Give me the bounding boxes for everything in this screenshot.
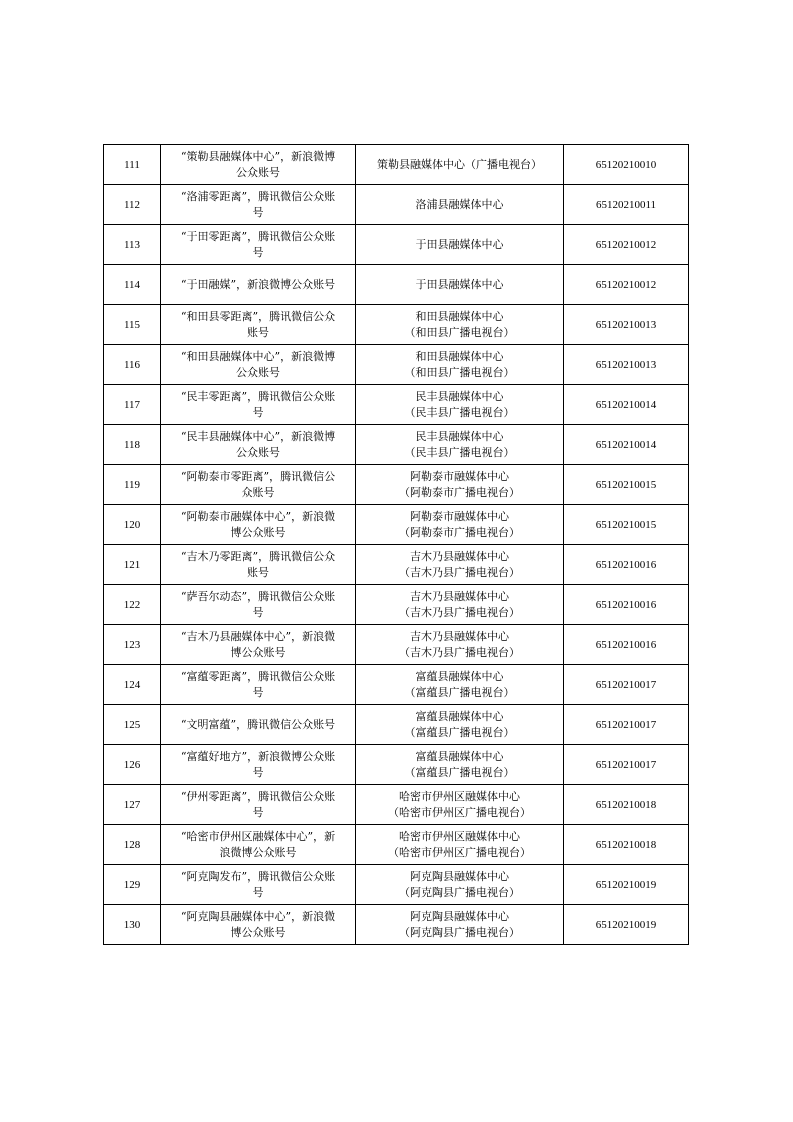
row-number: 122 (104, 585, 161, 625)
row-number: 127 (104, 785, 161, 825)
organization-line: 富蕴县融媒体中心 (415, 749, 504, 763)
organization (356, 305, 564, 345)
account-name-line: “富蕴好地方”，新浪微博公众账 (180, 749, 336, 763)
account-name-line: “阿勒泰市零距离”，腾讯微信公 (180, 469, 336, 483)
table-row (104, 745, 689, 785)
organization-line: 吉木乃县融媒体中心 (410, 589, 509, 603)
table-row (104, 785, 689, 825)
organization-line: 阿克陶县融媒体中心 (410, 909, 509, 923)
account-name-line: “富蕴零距离”，腾讯微信公众账 (180, 669, 336, 683)
organization (356, 145, 564, 185)
organization-line: 策勒县融媒体中心（广播电视台） (377, 157, 542, 171)
account-name (161, 505, 356, 545)
organization-line: 吉木乃县融媒体中心 (410, 549, 509, 563)
license-code: 65120210017 (564, 705, 689, 745)
account-name (161, 705, 356, 745)
account-name-line: “吉木乃零距离”，腾讯微信公众 (180, 549, 336, 563)
registry-table (103, 144, 689, 945)
organization-line: （阿克陶县广播电视台） (399, 925, 520, 939)
account-name (161, 265, 356, 305)
license-code: 65120210018 (564, 785, 689, 825)
license-code: 65120210018 (564, 825, 689, 865)
account-name-line: 账号 (247, 325, 269, 339)
organization-line: （民丰县广播电视台） (404, 445, 515, 459)
account-name-line: 号 (252, 685, 264, 699)
account-name (161, 225, 356, 265)
account-name (161, 625, 356, 665)
account-name-line: 账号 (247, 565, 269, 579)
account-name-line: 号 (252, 805, 264, 819)
organization (356, 465, 564, 505)
table-row (104, 225, 689, 265)
registry-table-body (104, 145, 689, 945)
account-name-line: 博公众账号 (230, 645, 286, 659)
row-number: 130 (104, 905, 161, 945)
organization-line: 吉木乃县融媒体中心 (410, 629, 509, 643)
account-name-line: “民丰县融媒体中心”，新浪微博 (180, 429, 336, 443)
account-name-line: 号 (252, 405, 264, 419)
row-number: 116 (104, 345, 161, 385)
account-name-line: 公众账号 (236, 365, 280, 379)
license-code: 65120210013 (564, 305, 689, 345)
table-row (104, 385, 689, 425)
account-name (161, 825, 356, 865)
row-number: 123 (104, 625, 161, 665)
organization (356, 545, 564, 585)
account-name (161, 345, 356, 385)
organization-line: （阿勒泰市广播电视台） (399, 485, 520, 499)
organization-line: 阿勒泰市融媒体中心 (410, 509, 509, 523)
organization-line: （富蕴县广播电视台） (404, 685, 515, 699)
organization-line: （富蕴县广播电视台） (404, 725, 515, 739)
account-name (161, 465, 356, 505)
account-name-line: “阿克陶发布”，腾讯微信公众账 (180, 869, 336, 883)
organization-line: 富蕴县融媒体中心 (415, 669, 504, 683)
account-name (161, 745, 356, 785)
account-name-line: 博公众账号 (230, 525, 286, 539)
organization-line: （民丰县广播电视台） (404, 405, 515, 419)
organization-line: 哈密市伊州区融媒体中心 (399, 829, 520, 843)
account-name (161, 425, 356, 465)
account-name-line: “和田县零距离”，腾讯微信公众 (180, 309, 336, 323)
account-name-line: “洛浦零距离”，腾讯微信公众账 (180, 189, 336, 203)
account-name-line: 众账号 (241, 485, 275, 499)
organization (356, 585, 564, 625)
account-name-line: “阿勒泰市融媒体中心”，新浪微 (180, 509, 336, 523)
account-name-line: 浪微博公众账号 (219, 845, 297, 859)
organization-line: （富蕴县广播电视台） (404, 765, 515, 779)
account-name-line: “萨吾尔动态”，腾讯微信公众账 (180, 589, 336, 603)
organization-line: 富蕴县融媒体中心 (415, 709, 504, 723)
license-code: 65120210015 (564, 465, 689, 505)
table-row (104, 425, 689, 465)
row-number: 124 (104, 665, 161, 705)
account-name-line: 号 (252, 245, 264, 259)
account-name-line: “和田县融媒体中心”，新浪微博 (180, 349, 336, 363)
organization-line: 于田县融媒体中心 (415, 277, 504, 291)
organization-line: （和田县广播电视台） (404, 365, 515, 379)
account-name-line: “文明富蕴”，腾讯微信公众账号 (180, 717, 336, 731)
organization-line: 民丰县融媒体中心 (415, 389, 504, 403)
row-number: 118 (104, 425, 161, 465)
table-row (104, 345, 689, 385)
row-number: 129 (104, 865, 161, 905)
license-code: 65120210010 (564, 145, 689, 185)
organization-line: （哈密市伊州区广播电视台） (388, 845, 531, 859)
account-name-line: “哈密市伊州区融媒体中心”，新 (180, 829, 336, 843)
row-number: 113 (104, 225, 161, 265)
organization (356, 865, 564, 905)
account-name-line: 博公众账号 (230, 925, 286, 939)
license-code: 65120210016 (564, 625, 689, 665)
organization-line: 阿克陶县融媒体中心 (410, 869, 509, 883)
license-code: 65120210012 (564, 265, 689, 305)
account-name (161, 545, 356, 585)
table-row (104, 665, 689, 705)
table-row (104, 905, 689, 945)
license-code: 65120210015 (564, 505, 689, 545)
organization (356, 185, 564, 225)
account-name-line: 号 (252, 605, 264, 619)
table-row (104, 825, 689, 865)
table-row (104, 545, 689, 585)
account-name-line: 号 (252, 765, 264, 779)
license-code: 65120210016 (564, 545, 689, 585)
table-row (104, 585, 689, 625)
account-name (161, 905, 356, 945)
table-row (104, 505, 689, 545)
account-name (161, 185, 356, 225)
account-name (161, 585, 356, 625)
organization (356, 785, 564, 825)
organization-line: 民丰县融媒体中心 (415, 429, 504, 443)
row-number: 125 (104, 705, 161, 745)
account-name-line: “策勒县融媒体中心”，新浪微博 (180, 149, 336, 163)
organization (356, 385, 564, 425)
organization-line: 和田县融媒体中心 (415, 309, 504, 323)
organization-line: 洛浦县融媒体中心 (415, 197, 504, 211)
row-number: 126 (104, 745, 161, 785)
license-code: 65120210017 (564, 665, 689, 705)
organization (356, 705, 564, 745)
row-number: 112 (104, 185, 161, 225)
organization-line: （阿勒泰市广播电视台） (399, 525, 520, 539)
account-name-line: “于田融媒”，新浪微博公众账号 (180, 277, 336, 291)
license-code: 65120210014 (564, 425, 689, 465)
organization (356, 905, 564, 945)
account-name-line: “吉木乃县融媒体中心”，新浪微 (180, 629, 336, 643)
account-name-line: “阿克陶县融媒体中心”，新浪微 (180, 909, 336, 923)
account-name-line: “民丰零距离”，腾讯微信公众账 (180, 389, 336, 403)
license-code: 65120210019 (564, 905, 689, 945)
account-name-line: “于田零距离”，腾讯微信公众账 (180, 229, 336, 243)
organization-line: （吉木乃县广播电视台） (399, 565, 520, 579)
organization (356, 425, 564, 465)
table-row (104, 265, 689, 305)
account-name (161, 665, 356, 705)
organization-line: （哈密市伊州区广播电视台） (388, 805, 531, 819)
license-code: 65120210011 (564, 185, 689, 225)
license-code: 65120210014 (564, 385, 689, 425)
organization (356, 825, 564, 865)
organization-line: 于田县融媒体中心 (415, 237, 504, 251)
row-number: 119 (104, 465, 161, 505)
organization (356, 265, 564, 305)
account-name (161, 305, 356, 345)
license-code: 65120210019 (564, 865, 689, 905)
row-number: 120 (104, 505, 161, 545)
table-row (104, 865, 689, 905)
account-name (161, 145, 356, 185)
table-row (104, 185, 689, 225)
table-row (104, 465, 689, 505)
organization (356, 345, 564, 385)
organization-line: （吉木乃县广播电视台） (399, 605, 520, 619)
row-number: 121 (104, 545, 161, 585)
account-name-line: 公众账号 (236, 445, 280, 459)
account-name-line: 号 (252, 885, 264, 899)
table-row (104, 625, 689, 665)
account-name (161, 865, 356, 905)
row-number: 111 (104, 145, 161, 185)
organization-line: 和田县融媒体中心 (415, 349, 504, 363)
organization-line: （阿克陶县广播电视台） (399, 885, 520, 899)
organization-line: （吉木乃县广播电视台） (399, 645, 520, 659)
organization (356, 625, 564, 665)
table-row (104, 305, 689, 345)
table-row (104, 705, 689, 745)
account-name-line: 号 (252, 205, 264, 219)
row-number: 128 (104, 825, 161, 865)
organization-line: 阿勒泰市融媒体中心 (410, 469, 509, 483)
account-name (161, 785, 356, 825)
row-number: 114 (104, 265, 161, 305)
license-code: 65120210013 (564, 345, 689, 385)
organization (356, 505, 564, 545)
organization (356, 745, 564, 785)
organization-line: 哈密市伊州区融媒体中心 (399, 789, 520, 803)
table-row (104, 145, 689, 185)
row-number: 115 (104, 305, 161, 345)
organization (356, 225, 564, 265)
license-code: 65120210012 (564, 225, 689, 265)
organization (356, 665, 564, 705)
row-number: 117 (104, 385, 161, 425)
account-name-line: “伊州零距离”，腾讯微信公众账 (180, 789, 336, 803)
license-code: 65120210016 (564, 585, 689, 625)
license-code: 65120210017 (564, 745, 689, 785)
organization-line: （和田县广播电视台） (404, 325, 515, 339)
account-name-line: 公众账号 (236, 165, 280, 179)
account-name (161, 385, 356, 425)
